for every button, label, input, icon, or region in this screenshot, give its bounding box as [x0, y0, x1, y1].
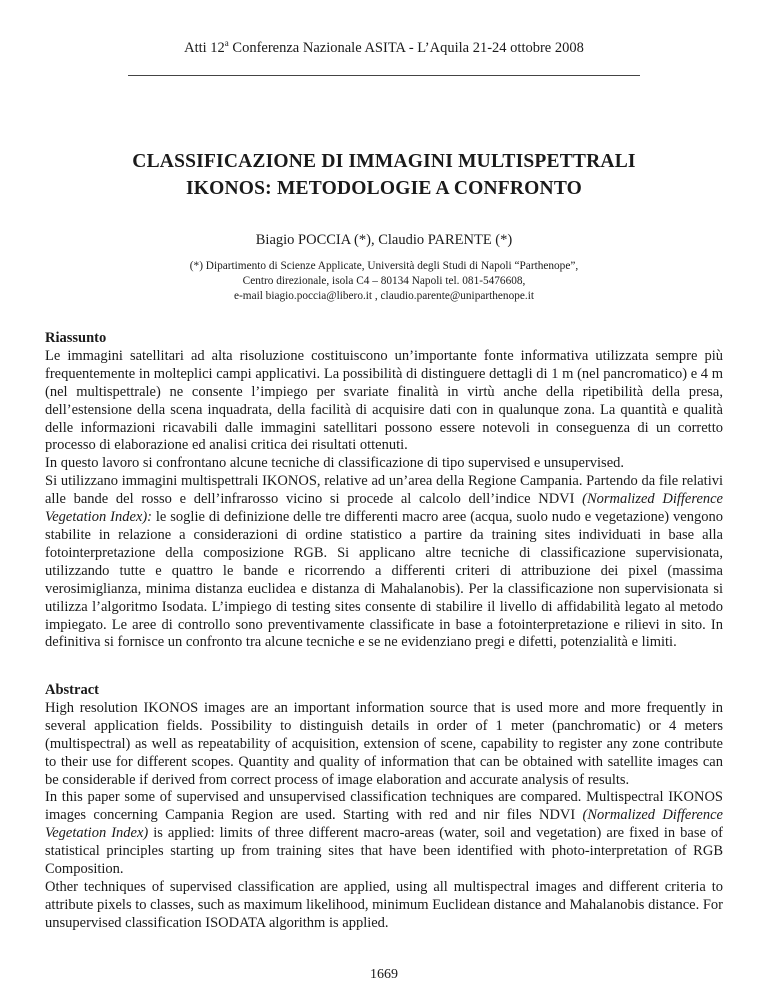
affiliation-line-1: (*) Dipartimento di Scienze Applicate, Università degli Studi di Napoli “Parthenope”, — [189, 260, 579, 272]
affiliation-line-3: e-mail biagio.poccia@libero.it , claudio.parente@uniparthenope.it — [234, 290, 534, 302]
abstract-paragraph-3: Other techniques of supervised classification are applied, using all multispectral images and different criteria to attribute pixels to classes, such as maximum likelihood, minimum Euclidean distance and Mahalanobis distance. For unsupervised classification ISODATA algorithm is applied. — [45, 878, 723, 931]
abstract-p2-end: is applied: limits of three different macro-areas (water, soil and vegetation) are fixed in base of statistical principles starting up from training sites that have been identified with photo-interpretation of RGB Composition. — [45, 825, 723, 878]
running-header — [0, 38, 768, 57]
header-superscript: a — [224, 38, 229, 48]
affiliation-line-2: Centro direzionale, isola C4 – 80134 Napoli tel. 081-5476608, — [242, 275, 526, 287]
ndvi-definition-en: (Normalized Difference Vegetation Index) — [45, 807, 723, 842]
riassunto-p3-start: Si utilizzano immagini multispettrali IKONOS, relative ad un’area della Regione Campania. Partendo da file relativi alle bande del rosso e dell’infrarosso vicino si procede al calcolo dell’indice NDVI — [45, 473, 723, 508]
ndvi-definition-it: (Normalized Difference Vegetation Index): — [45, 491, 723, 526]
riassunto-heading: Riassunto — [45, 330, 107, 346]
abstract-paragraph-2 — [45, 789, 723, 879]
riassunto-paragraph-2: In questo lavoro si confrontano alcune tecniche di classificazione di tipo supervised e unsupervised. — [45, 455, 625, 472]
authors: Biagio POCCIA (*), Claudio PARENTE (*) — [255, 232, 513, 248]
paper-title — [84, 148, 684, 202]
abstract-section — [45, 682, 723, 933]
abstract-heading: Abstract — [45, 682, 99, 698]
page-number: 1669 — [370, 967, 398, 982]
title-line-1: CLASSIFICAZIONE DI IMMAGINI MULTISPETTRALI — [132, 151, 636, 172]
abstract-paragraph-1: High resolution IKONOS images are an important information source that is used more and more frequently in several application fields. Possibility to distinguish details in order of 1 meter (panchromatic) or 4 meters (multispectral) as well as repeatability of acquisition, extension of scene, capability to register any zone contribute to their use for different scopes. Quantity and quality of information that can be obtained with satellite images can be considerable if derived from correct process of image elaboration and accurate analysis of results. — [45, 699, 723, 788]
header-suffix: Conferenza Nazionale ASITA - L’Aquila 21-24 ottobre 2008 — [228, 39, 584, 56]
riassunto-paragraph-1: Le immagini satellitari ad alta risoluzione costituiscono un’importante fonte informativa utilizzata sempre più frequentemente in molteplici campi applicativi. La possibilità di distinguere dettagli di 1 m (nel pancromatico) e 4 m (nel multispettrale) ne consente l’impiego per svariate finalità in virtù anche della ripetibilità della presa, dell’estensione della scena inquadrata, della facilità di acquisire dati con in qualunque zona. La quantità e qualità delle informazioni ricavabili dalle immagini satellitari possono essere notevoli in conseguenza di un corretto processo di elaborazione ed analisi critica dei risultati ottenuti. — [45, 347, 723, 454]
title-line-2: IKONOS: METODOLOGIE A CONFRONTO — [185, 178, 583, 199]
header-rule — [128, 75, 640, 76]
header-prefix: Atti 12 — [184, 39, 225, 56]
affiliation — [0, 259, 768, 304]
riassunto-section — [45, 330, 723, 652]
abstract-p2-start: In this paper some of supervised and unsupervised classification techniques are compared. Multispectral IKONOS images concerning Campania Region are used. Starting with red and nir files NDVI — [45, 789, 723, 824]
riassunto-paragraph-3 — [45, 473, 723, 652]
riassunto-p3-end: le soglie di definizione delle tre differenti macro aree (acqua, suolo nudo e vegetazione) vengono stabilite in relazione a considerazioni di ordine statistico a partire da training sites individuati in base alla fotointerpretazione della composizione RGB. Si applicano altre tecniche di classificazione supervisionata, utilizzando tutte e quattro le bande e ricorrendo a differenti criteri di attribuzione dei pixel (massima verosimiglianza, minima distanza euclidea e distanza di Mahalanobis). Per la classificazione non supervisionata si utilizza l’algoritmo Isodata. L’impiego di testing sites consente di stabilire il livello di affidabilità legato al metodo impiegato. Le aree di controllo sono preventivamente classificate in base a fotointerpretazione e rilievi in sito. In definitiva si fornisce un confronto tra alcune tecniche e se ne evidenziano pregi e difetti, potenzialità e limiti. — [45, 509, 723, 651]
